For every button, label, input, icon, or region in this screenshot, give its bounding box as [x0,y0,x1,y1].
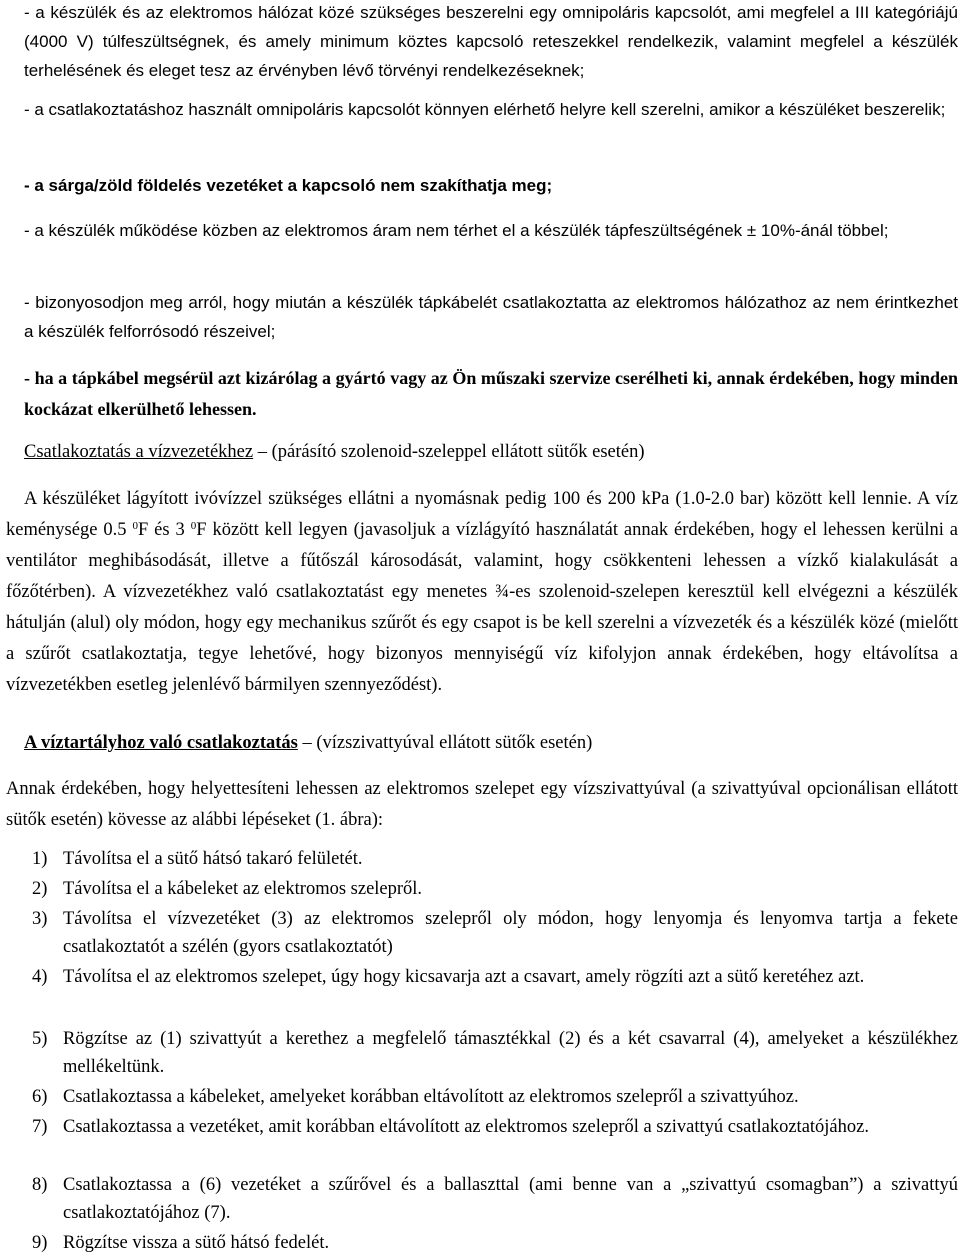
safety-note-3: - a sárga/zöld földelés vezetéket a kapcsoló nem szakíthatja meg; [24,176,553,195]
step-text: Rögzítse az (1) szivattyút a kerethez a megfelelő támasztékkal (2) és a két csavarral (4), amelyeket a készülékhez mellékeltünk. [63,1029,958,1077]
list-item [32,1113,958,1169]
degree-superscript-1: 0 [132,520,138,532]
step-text: Távolítsa el vízvezetéket (3) az elektromos szelepről oly módon, hogy lenyomja és lenyomva tartja a fekete csatlakoztatót a szélén (gyors csatlakoztatót) [63,909,958,957]
water-section-subtitle: (párásító szolenoid-szeleppel ellátott sütők esetén) [271,442,645,462]
step-text: Távolítsa el a sütő hátsó takaró felületét. [63,849,363,869]
step-text: Csatlakoztassa a (6) vezetéket a szűrővel és a ballaszttal (ami benne van a „szivattyú csomagban”) a szivattyú csatlakoztatójához (7). [63,1175,958,1223]
list-item [32,845,958,873]
water-body-part-c: F között kell legyen (javasoljuk a vízlágyító használatát annak érdekében, hogy el lehessen kerülni a ventilátor meghibásodását, illetve a fűtőszál károsodását, valamint, hogy csökkenteni lehessen a vízkő kialakulását a főzőtérben). A vízvezetékhez való csatlakoztatást egy menetes ¾-es szolenoid-szelepen keresztül kell elvégezni a készülék hátulján (alul) oly módon, hogy egy mechanikus szűrőt és egy csapot is be kell szerelni a vízvezeték és a készülék közé (mielőtt a szűrőt csatlakoztatja, tegye lehetővé, hogy bizonyos mennyiségű víz kifolyjon annak érdekében, hogy eltávolítsa a vízvezetékben esetleg jelenlévő bármilyen szennyeződést). [6,520,959,695]
safety-note-1: - a készülék és az elektromos hálózat közé szükséges beszerelni egy omnipoláris kapcsolót, ami megfelel a III kategóriájú (4000 V) túlfeszültségnek, és amely minimum köztes kapcsoló reteszekkel rendelkezik, valamint megfelel a készülék terhelésének és eleget tesz az érvényben lévő törvényi rendelkezéseknek; [24,3,958,80]
list-item [32,875,958,903]
step-number: 4) [32,967,48,987]
safety-note-5: - bizonyosodjon meg arról, hogy miután a készülék tápkábelét csatlakoztatta az elektromos hálózathoz az nem érintkezhet a készülék felforrósodó részeivel; [24,293,958,341]
step-text: Csatlakoztassa a kábeleket, amelyeket korábban eltávolított az elektromos szelepről a szivattyúhoz. [63,1087,799,1107]
step-text: Rögzítse vissza a sütő hátsó fedelét. [63,1233,330,1253]
step-number: 8) [32,1175,48,1195]
step-number: 5) [32,1029,48,1049]
water-section-body [6,484,958,701]
step-text: Csatlakoztassa a vezetéket, amit korábban eltávolított az elektromos szelepről a szivattyú csatlakoztatójához. [63,1117,869,1137]
safety-note-6: - ha a tápkábel megsérül azt kizárólag a gyártó vagy az Ön műszaki szervize cserélheti ki, annak érdekében, hogy minden kockázat elkerülhető lehessen. [24,368,958,419]
safety-note-4: - a készülék működése közben az elektromos áram nem térhet el a készülék tápfeszültségének ± 10%-ánál többel; [24,221,889,240]
step-number: 2) [32,879,48,899]
tank-section-title: A víztartályhoz való csatlakoztatás [24,733,298,753]
water-section-heading [24,437,958,468]
step-text: Távolítsa el a kábeleket az elektromos szelepről. [63,879,423,899]
step-number: 3) [32,909,48,929]
safety-note-2: - a csatlakoztatáshoz használt omnipoláris kapcsolót könnyen elérhető helyre kell szerelni, amikor a készüléket beszerelik; [24,100,946,119]
list-item [32,1083,958,1111]
steps-list [32,845,958,1257]
tank-section-dash: – [302,733,312,753]
tank-section-subtitle: (vízszivattyúval ellátott sütők esetén) [316,733,593,753]
tank-section-intro: Annak érdekében, hogy helyettesíteni lehessen az elektromos szelepet egy vízszivattyúval (a szivattyúval opcionálisan ellátott sütők esetén) kövesse az alábbi lépéseket (1. ábra): [6,779,958,830]
water-body-part-a: A készüléket lágyított ivóvízzel szükséges ellátni a nyomásnak pedig 100 és 200 kPa (1.0-2.0 bar) között kell lennie. A víz keménysége 0.5 [6,489,958,540]
water-section-dash: – [257,442,267,462]
water-section-title: Csatlakoztatás a vízvezetékhez [24,442,254,462]
list-item [32,905,958,961]
list-item [32,1229,958,1257]
list-item [32,1025,958,1081]
step-text: Távolítsa el az elektromos szelepet, úgy hogy kicsavarja azt a csavart, amely rögzíti azt a sütő keretéhez azt. [63,967,865,987]
degree-superscript-2: 0 [190,520,197,532]
water-body-part-b: F és 3 [137,520,191,540]
step-number: 9) [32,1233,48,1253]
step-number: 7) [32,1117,48,1137]
list-item [32,963,958,1019]
step-number: 1) [32,849,48,869]
list-item [32,1171,958,1227]
step-number: 6) [32,1087,48,1107]
tank-section-heading [24,728,958,759]
